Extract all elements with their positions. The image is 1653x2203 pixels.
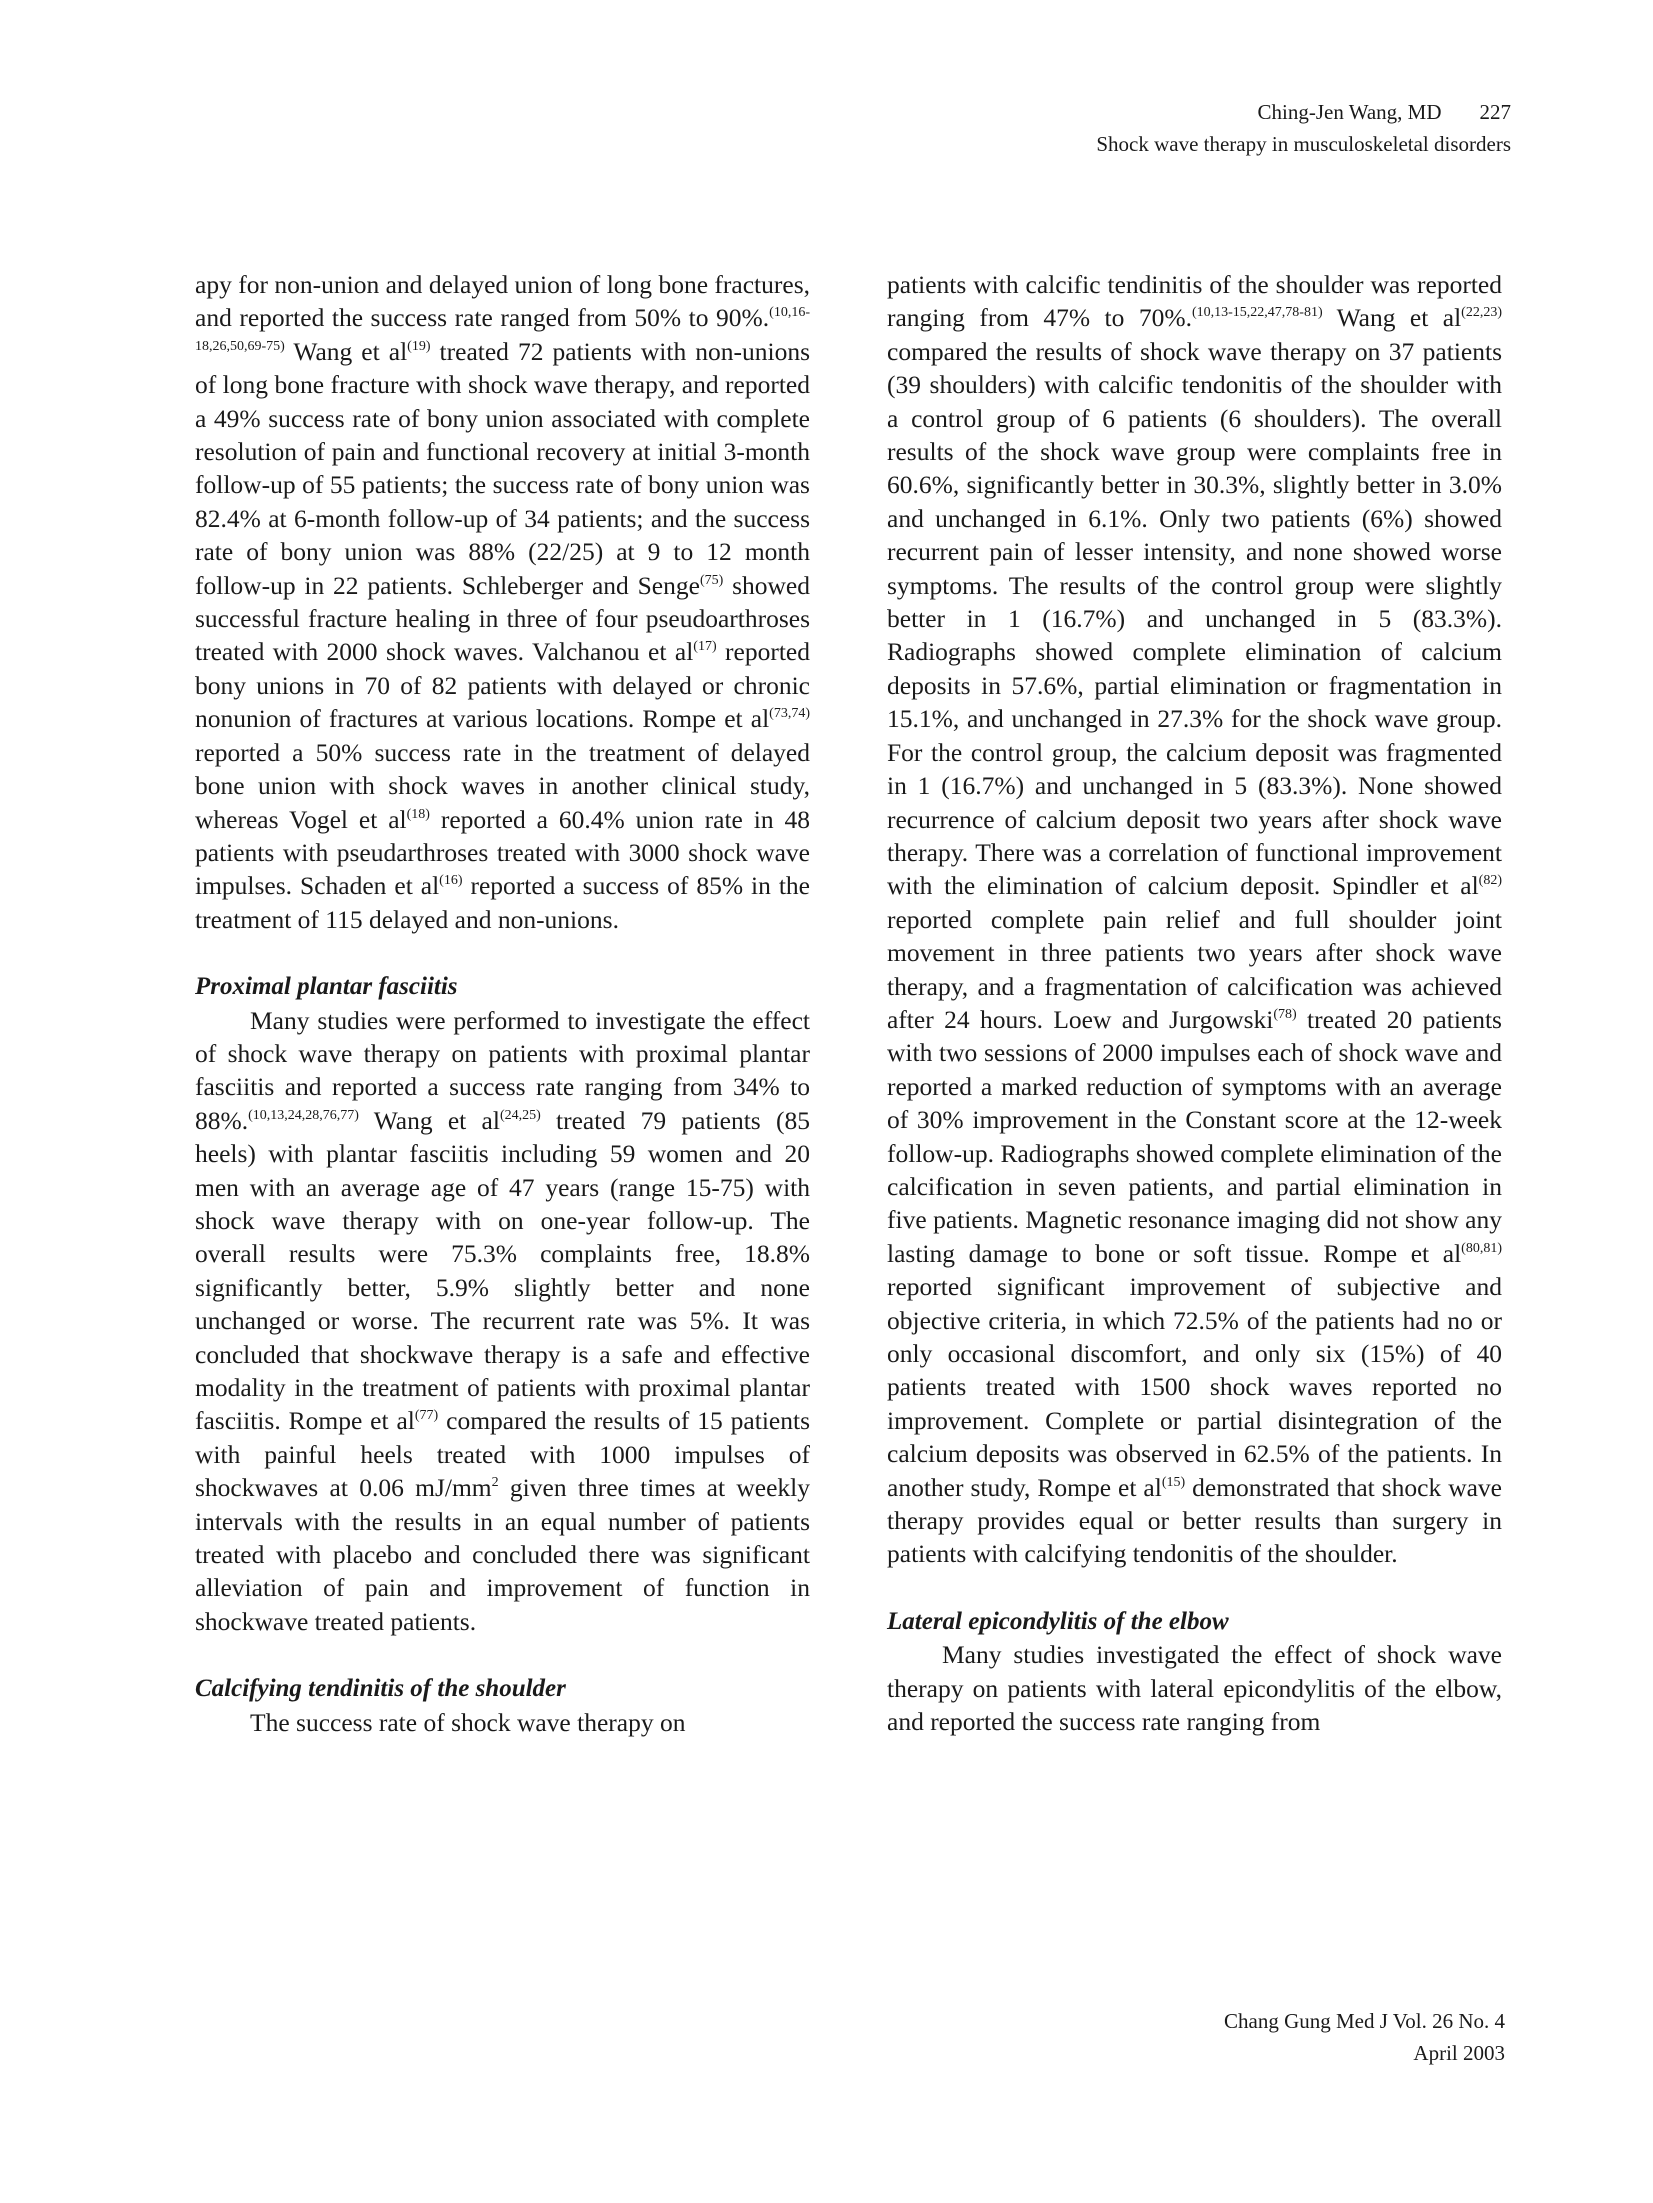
citation-superscript: (80,81): [1461, 1240, 1502, 1256]
text-run: apy for non-union and delayed union of long bone fractures, and reported the success rate ranged from 50% to 90%.: [195, 270, 810, 333]
header-running-title: Shock wave therapy in musculoskeletal disorders: [1096, 132, 1511, 156]
text-run: reported bony unions in 70 of 82 patients with delayed or chronic nonunion of fractures at various locations. Rompe et al: [195, 637, 810, 734]
citation-superscript: (18): [406, 806, 430, 822]
text-run: Wang et al: [284, 336, 408, 366]
citation-superscript: (10,13-15,22,47,78-81): [1191, 305, 1323, 321]
left-column: [195, 268, 810, 1739]
right-paragraph-1: [887, 268, 1502, 1571]
header-author: Ching-Jen Wang, MD: [1257, 100, 1442, 124]
page-number: 227: [1479, 100, 1511, 124]
citation-superscript: (22,23): [1461, 305, 1502, 321]
citation-superscript: (16): [439, 873, 463, 889]
text-run: compared the results of shock wave therapy on 37 patients (39 shoulders) with calcific tendonitis of the shoulder with a control group of 6 patients (6 shoulders). The overall results of the shock wave group were complaints free in 60.6%, significantly better in 30.3%, slightly better in 3.0% and unchanged in 6.1%. Only two patients (6%) showed recurrent pain of lesser intensity, and none showed worse symptoms. The results of the control group were slightly better in 1 (16.7%) and unchanged in 5 (83.3%). Radiographs showed complete elimination of calcium deposits in 57.6%, partial elimination or fragmentation in 15.1%, and unchanged in 27.3% for the shock wave group. For the control group, the calcium deposit was fragmented in 1 (16.7%) and unchanged in 5 (83.3%). None showed recurrence of calcium deposit two years after shock wave therapy. There was a correlation of functional improvement with the elimination of calcium deposit. Spindler et al: [887, 336, 1502, 901]
right-paragraph-2: [887, 1638, 1502, 1738]
text-run: treated 72 patients with non-unions of long bone fracture with shock wave therapy, and reported a 49% success rate of bony union associated with complete resolution of pain and functional recovery at initial 3-month follow-up of 55 patients; the success rate of bony union was 82.4% at 6-month follow-up of 34 patients; and the success rate of bony union was 88% (22/25) at 9 to 12 month follow-up in 22 patients. Schleberger and Senge: [195, 336, 810, 600]
citation-superscript: (15): [1161, 1474, 1186, 1490]
left-paragraph-2: [195, 1004, 810, 1639]
footer-date: April 2003: [1413, 2041, 1505, 2065]
journal-footer: [1224, 2005, 1505, 2069]
running-header: [1096, 96, 1511, 160]
header-author-row: [1096, 96, 1511, 128]
text-run: reported complete pain relief and full shoulder joint movement in three patients two years after shock wave therapy, and a fragmentation of calcification was achieved after 24 hours. Loew and Jurgowski: [887, 904, 1502, 1034]
text-run: reported a 50% success rate in the treatment of delayed bone union with shock waves in another clinical study, whereas Vogel et al: [195, 737, 810, 834]
citation-superscript: (24,25): [499, 1107, 541, 1123]
section-heading-calcifying-tendinitis: Calcifying tendinitis of the shoulder: [195, 1675, 566, 1703]
citation-superscript: (17): [693, 639, 717, 655]
citation-superscript: (82): [1478, 873, 1502, 889]
section-heading-plantar-fasciitis: Proximal plantar fasciitis: [195, 973, 458, 1001]
text-run: Wang et al: [358, 1105, 500, 1135]
citation-superscript: (77): [414, 1408, 439, 1424]
section-heading-lateral-epicondylitis: Lateral epicondylitis of the elbow: [887, 1607, 1229, 1635]
text-run: reported a success of 85% in the treatment of 115 delayed and non-unions.: [195, 871, 810, 934]
text-run: Wang et al: [1322, 303, 1462, 333]
left-paragraph-1: [195, 268, 810, 936]
text-run: reported significant improvement of subjective and objective criteria, in which 72.5% of the patients had no or only occasional discomfort, and only six (15%) of 40 patients treated with 1500 shock waves reported no improvement. Complete or partial disintegration of the calcium deposits was observed in 62.5% of the patients. In another study, Rompe et al: [887, 1272, 1502, 1502]
text-run: given three times at weekly intervals with the results in an equal number of patients treated with placebo and concluded there was significant alleviation of pain and improvement of function in shockwave treated patients.: [195, 1473, 810, 1636]
right-column: [887, 268, 1502, 1738]
citation-superscript: (73,74): [769, 706, 810, 722]
citation-superscript: (78): [1273, 1006, 1297, 1022]
citation-superscript: (75): [699, 572, 724, 588]
citation-superscript: (10,16-18,26,50,69-75): [195, 305, 810, 354]
citation-superscript: (19): [407, 338, 431, 354]
text-run: reported a 60.4% union rate in 48 patients with pseudarthroses treated with 3000 shock wave impulses. Schaden et al: [195, 804, 810, 901]
text-run: Many studies were performed to investigate the effect of shock wave therapy on patients with proximal plantar fasciitis and reported a success rate ranging from 34% to 88%.: [195, 1005, 810, 1135]
text-run: treated 20 patients with two sessions of 2000 impulses each of shock wave and reported a marked reduction of symptoms with an average of 30% improvement in the Constant score at the 12-week follow-up. Radiographs showed complete elimination of the calcification in seven patients, and partial elimination in five patients. Magnetic resonance imaging did not show any lasting damage to bone or soft tissue. Rompe et al: [887, 1004, 1502, 1268]
text-run: treated 79 patients (85 heels) with plantar fasciitis including 59 women and 20 men with an average age of 47 years (range 15-75) with shock wave therapy with on one-year follow-up. The overall results were 75.3% complaints free, 18.8% significantly better, 5.9% slightly better and none unchanged or worse. The recurrent rate was 5%. It was concluded that shockwave therapy is a safe and effective modality in the treatment of patients with proximal plantar fasciitis. Rompe et al: [195, 1105, 810, 1436]
text-run: showed successful fracture healing in three of four pseudoarthroses treated with 2000 shock waves. Valchanou et al: [195, 570, 810, 667]
citation-superscript: (10,13,24,28,76,77): [248, 1107, 359, 1123]
text-run: The success rate of shock wave therapy on: [250, 1707, 686, 1737]
footer-journal: Chang Gung Med J Vol. 26 No. 4: [1224, 2009, 1505, 2033]
text-run: compared the results of 15 patients with painful heels treated with 1000 impulses of shockwaves at 0.06 mJ/mm: [195, 1406, 810, 1503]
text-run: Many studies investigated the effect of shock wave therapy on patients with lateral epicondylitis of the elbow, and reported the success rate ranging from: [887, 1640, 1502, 1737]
left-paragraph-3: [195, 1706, 810, 1739]
text-run: patients with calcific tendinitis of the shoulder was reported ranging from 47% to 70%.: [887, 270, 1502, 333]
text-run: demonstrated that shock wave therapy provides equal or better results than surgery in patients with calcifying tendonitis of the shoulder.: [887, 1472, 1502, 1569]
citation-superscript: 2: [491, 1475, 499, 1491]
